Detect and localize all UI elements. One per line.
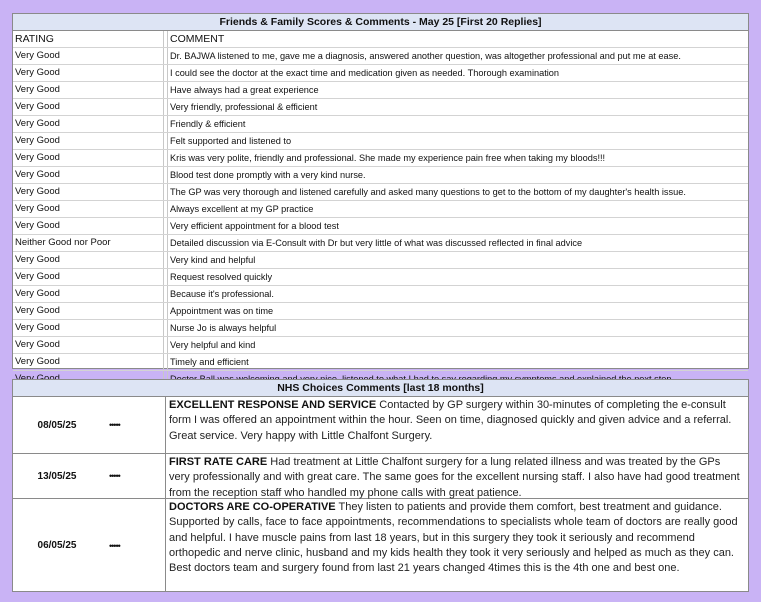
comment-cell: Very friendly, professional & efficient <box>167 99 748 115</box>
table-row <box>13 116 748 133</box>
rating-cell: Very Good <box>15 118 60 129</box>
rating-cell: Very Good <box>15 135 60 146</box>
rating-cell: Very Good <box>15 271 60 282</box>
comment-cell: Nurse Jo is always helpful <box>167 320 748 336</box>
ff-header-row <box>13 31 748 48</box>
rating-cell: Very Good <box>15 288 60 299</box>
comment-cell: Very kind and helpful <box>167 252 748 268</box>
rating-cell: Very Good <box>15 254 60 265</box>
table-row <box>13 320 748 337</box>
table-row <box>13 201 748 218</box>
table-row <box>13 82 748 99</box>
comment-cell: Blood test done promptly with a very kind nurse. <box>167 167 748 183</box>
rating-cell: Very Good <box>15 50 60 61</box>
star-rating-icon: ••••• <box>109 420 120 430</box>
table-row <box>13 167 748 184</box>
review-body: Contacted by GP surgery within 30-minutes of completing the e-consult form I was offered an appointment within the hour. Seen on time, diagnosed quickly and given advice and a referral. Great service. Very happy with Little Chalfont Surgery. <box>169 399 732 442</box>
table-row <box>13 235 748 252</box>
review-heading: DOCTORS ARE CO-OPERATIVE <box>169 501 336 513</box>
review-text <box>165 499 748 592</box>
rating-cell: Very Good <box>15 339 60 350</box>
rating-column-header: RATING <box>15 33 54 45</box>
review-text <box>165 454 748 498</box>
comment-cell: Very helpful and kind <box>167 337 748 353</box>
table-row <box>13 48 748 65</box>
friends-family-table <box>12 13 749 369</box>
table-row <box>13 286 748 303</box>
rating-cell: Very Good <box>15 67 60 78</box>
comment-cell: Always excellent at my GP practice <box>167 201 748 217</box>
comment-cell: Request resolved quickly <box>167 269 748 285</box>
rating-cell: Very Good <box>15 203 60 214</box>
comment-cell: Kris was very polite, friendly and professional. She made my experience pain free when taking my bloods!!! <box>167 150 748 166</box>
review-text <box>165 397 748 453</box>
table-row <box>13 269 748 286</box>
review-date: 08/05/25 <box>37 419 77 431</box>
review-row <box>13 397 748 454</box>
table-row <box>13 337 748 354</box>
comment-cell: Timely and efficient <box>167 354 748 370</box>
comment-cell: I could see the doctor at the exact time and medication given as needed. Thorough examination <box>167 65 748 81</box>
table-row <box>13 150 748 167</box>
review-heading: EXCELLENT RESPONSE AND SERVICE <box>169 399 377 411</box>
review-date: 13/05/25 <box>37 470 77 482</box>
star-rating-icon: ••••• <box>109 540 120 551</box>
comment-cell: Very efficient appointment for a blood test <box>167 218 748 234</box>
rating-cell: Very Good <box>15 305 60 316</box>
nhs-rows <box>13 397 748 592</box>
review-date: 06/05/25 <box>37 540 77 551</box>
comment-column-header: COMMENT <box>167 31 748 47</box>
comment-cell: The GP was very thorough and listened carefully and asked many questions to get to the bottom of my daughter's health issue. <box>167 184 748 200</box>
rating-cell: Very Good <box>15 84 60 95</box>
review-heading: FIRST RATE CARE <box>169 456 268 468</box>
review-row <box>13 454 748 499</box>
rating-cell: Neither Good nor Poor <box>15 237 111 248</box>
review-body: Had treatment at Little Chalfont surgery for a lung related illness and was treated by the GPs very professionally and with great care. The same goes for the excellent nursing staff. I also have had good treatment from the reception staff who handled my phone calls with great patience. <box>169 456 740 499</box>
comment-cell: Detailed discussion via E-Consult with Dr but very little of what was discussed reflected in final advice <box>167 235 748 251</box>
rating-cell: Very Good <box>15 169 60 180</box>
star-rating-icon: ••••• <box>109 471 120 481</box>
rating-cell: Very Good <box>15 220 60 231</box>
table-row <box>13 303 748 320</box>
rating-cell: Very Good <box>15 101 60 112</box>
table-row <box>13 99 748 116</box>
nhs-title: NHS Choices Comments [last 18 months] <box>13 380 748 397</box>
review-body: They listen to patients and provide them comfort, best treatment and guidance. Supported by calls, face to face appointments, recommendations to specialists whole team of doctors are really good and helpful. I have muscle pains from last 18 years, but in this surgery they took it seriously and recommend orthopedic and nerve clinic, husband and my kids health they took it very seriously and helped as much as they can. Best doctors team and surgery found from last 21 years changed 4times this is the 4th one and best one. <box>169 501 738 575</box>
table-row <box>13 354 748 371</box>
table-row <box>13 65 748 82</box>
review-row <box>13 499 748 592</box>
table-row <box>13 133 748 150</box>
table-row <box>13 184 748 201</box>
comment-cell: Felt supported and listened to <box>167 133 748 149</box>
comment-cell: Appointment was on time <box>167 303 748 319</box>
rating-cell: Very Good <box>15 356 60 367</box>
table-row <box>13 218 748 235</box>
rating-cell: Very Good <box>15 152 60 163</box>
ff-rows <box>13 48 748 388</box>
ff-title: Friends & Family Scores & Comments - May 25 [First 20 Replies] <box>13 14 748 31</box>
rating-cell: Very Good <box>15 186 60 197</box>
comment-cell: Because it's professional. <box>167 286 748 302</box>
comment-cell: Friendly & efficient <box>167 116 748 132</box>
table-row <box>13 252 748 269</box>
comment-cell: Dr. BAJWA listened to me, gave me a diagnosis, answered another question, was altogether professional and put me at ease. <box>167 48 748 64</box>
rating-cell: Very Good <box>15 322 60 333</box>
comment-cell: Have always had a great experience <box>167 82 748 98</box>
nhs-comments-table <box>12 379 749 592</box>
